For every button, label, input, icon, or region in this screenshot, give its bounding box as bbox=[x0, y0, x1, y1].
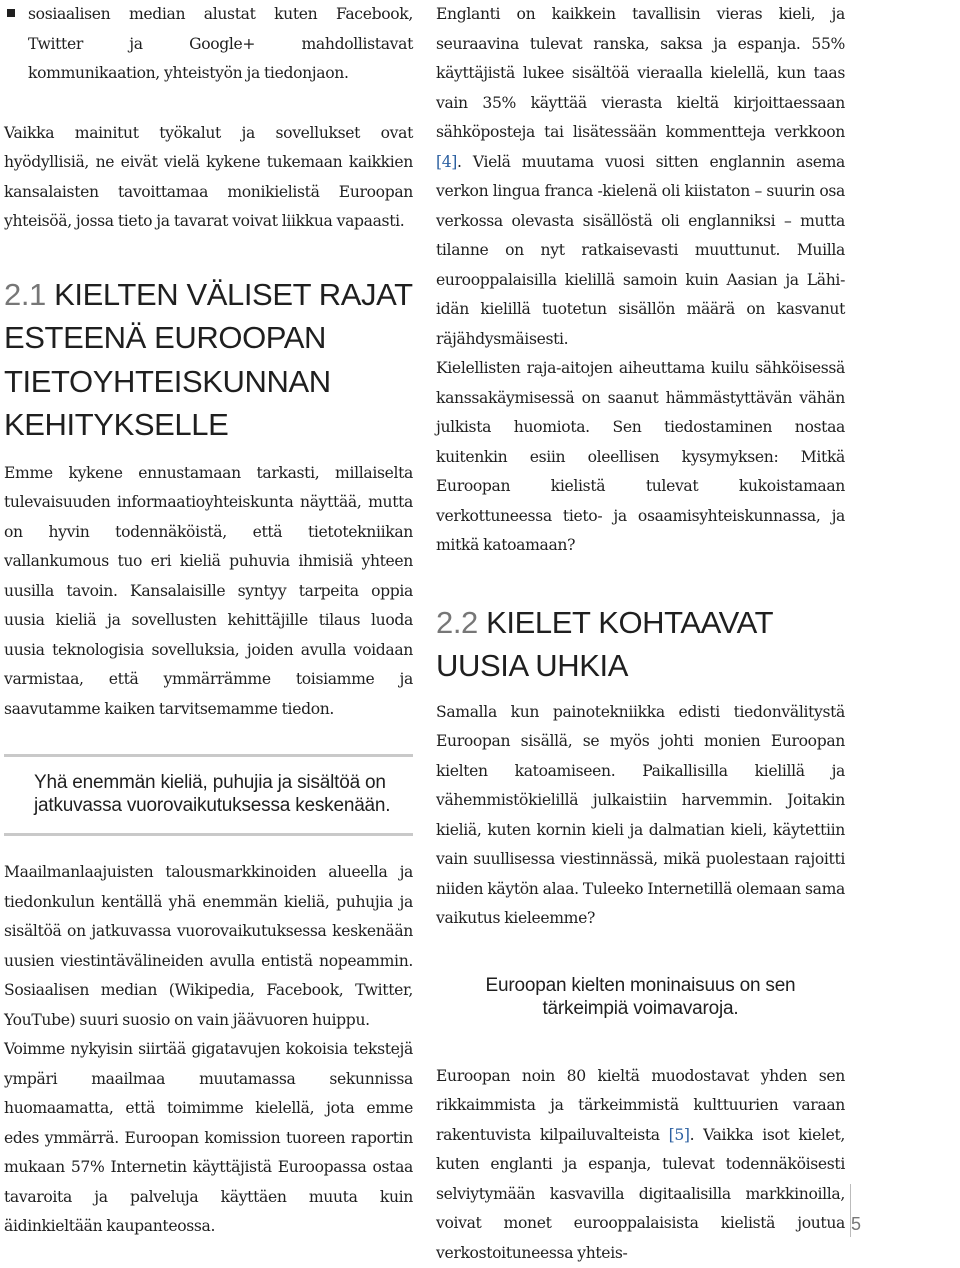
paragraph: Kielellisten raja-aitojen aiheuttama kuilu sähköisessä kanssakäymisessä on saanut hämmästyttävän vähän julkista huomiota. Sen tiedostaminen nostaa kuitenkin esiin oleellisen kysymyksen: Mitkä Euroopan kielistä tulevat kukoistamaan verkottuneessa tieto- ja osaamisyhteiskunnassa, ja mitkä katoamaan? bbox=[436, 354, 845, 561]
pull-quote: Euroopan kielten moninaisuus on sen tärkeimpiä voimavaroja. bbox=[454, 974, 827, 1020]
section-number: 2.2 bbox=[436, 605, 478, 640]
paragraph: Voimme nykyisin siirtää gigatavujen kokoisia tekstejä ympäri maailmaa muutamassa sekunnissa huomaamatta, että toimimme kielellä, jota emme edes ymmärrä. Euroopan komission tuoreen raportin mukaan 57% Internetin käyttäjistä Euroopassa ostaa tavaroita ja palveluja käyttäen muuta kuin äidinkieltään kaupanteossa. bbox=[4, 1035, 413, 1242]
paragraph: Euroopan noin 80 kieltä muodostavat yhden sen rikkaimmista ja tärkeimmistä kulttuurien varaan rakentuvista kilpailuvalteista [5]. Vaikka isot kielet, kuten englanti ja espanja, tulevat todennäköisesti selviytymään kasvavilla digitaalisilla markkinoilla, voivat monet eurooppalaisista kielistä joutua verkostoituneessa yhteis- bbox=[436, 1062, 845, 1268]
paragraph: Vaikka mainitut työkalut ja sovellukset ovat hyödyllisiä, ne eivät vielä kykene tukemaan kaikkien kansalaisten tavoittamaa monikielistä Euroopan yhteisöä, jossa tieto ja tavarat voivat liikkua vapaasti. bbox=[4, 119, 413, 237]
pull-quote: Yhä enemmän kieliä, puhujia ja sisältöä on jatkuvassa vuorovaikutuksessa keskenään. bbox=[4, 754, 413, 836]
section-title: KIELET KOHTAAVAT UUSIA UHKIA bbox=[436, 605, 773, 684]
reference-link[interactable]: [4] bbox=[436, 153, 457, 171]
left-column bbox=[4, 0, 413, 1242]
paragraph: Samalla kun painotekniikka edisti tiedonvälitystä Euroopan sisällä, se myös johti monien Euroopan kielten katoamiseen. Paikallisilla kielillä ja vähemmistökielillä julkaistiin harvemmin. Joitakin kieliä, kuten kornin kieli ja dalmatian kieli, käytettiin vain suullisessa viestinnässä, mikä puolestaan rajoitti niiden käytön alaa. Tuleeko Internetillä olemaan sama vaikutus kieleemme? bbox=[436, 698, 845, 934]
paragraph: Emme kykene ennustamaan tarkasti, millaiselta tulevaisuuden informaatioyhteiskunta näyttää, mutta on hyvin todennäköistä, että tietotekniikan vallankumous tuo eri kieliä puhuvia ihmisiä yhteen uusilla tavoin. Kansalaisille syntyy tarpeita oppia uusia kieliä ja sovellusten kehittäjille tilaus luoda uusia teknologisia sovelluksia, joiden avulla voidaan varmistaa, että ymmärrämme toisiamme ja saavutamme kaiken tarvitsemamme tiedon. bbox=[4, 459, 413, 725]
paragraph: Englanti on kaikkein tavallisin vieras kieli, ja seuraavina tulevat ranska, saksa ja espanja. 55% käyttäjistä lukee sisältöä vieraalla kielellä, kun taas vain 35% käyttää vierasta kieltä kirjoittaessaan sähköposteja tai lisätessään kommentteja verkkoon [4]. Vielä muutama vuosi sitten englannin asema verkon lingua franca -kielenä oli kiistaton – suurin osa verkossa olevasta sisällöstä oli englanniksi – mutta tilanne on nyt ratkaisevasti muuttunut. Muilla eurooppalaisilla kielillä samoin kuin Aasian ja Lähi-idän kielillä tuotetun sisällön määrä on kasvanut räjähdysmäisesti. bbox=[436, 0, 845, 354]
right-column bbox=[436, 0, 845, 1268]
section-number: 2.1 bbox=[4, 277, 46, 312]
section-heading-2-1 bbox=[4, 273, 413, 447]
paragraph: Maailmanlaajuisten talousmarkkinoiden alueella ja tiedonkulun kentällä yhä enemmän kieliä, puhujia ja sisältöä on jatkuvassa vuorovaikutuksessa keskenään uusien viestintävälineiden avulla entistä nopeammin. Sosiaalisen median (Wikipedia, Facebook, Twitter, YouTube) suuri suosio on vain jäävuoren huippu. bbox=[4, 858, 413, 1035]
bullet-square-icon bbox=[7, 9, 15, 17]
bullet-item: sosiaalisen median alustat kuten Facebook, Twitter ja Google+ mahdollistavat kommunikaation, yhteistyön ja tiedonjaon. bbox=[4, 0, 413, 89]
section-title: KIELTEN VÄLISET RAJAT ESTEENÄ EUROOPAN TIETOYHTEISKUNNAN KEHITYKSELLE bbox=[4, 277, 412, 443]
reference-link[interactable]: [5] bbox=[669, 1126, 690, 1144]
section-heading-2-2 bbox=[436, 601, 845, 688]
page-number: 5 bbox=[851, 1214, 861, 1235]
